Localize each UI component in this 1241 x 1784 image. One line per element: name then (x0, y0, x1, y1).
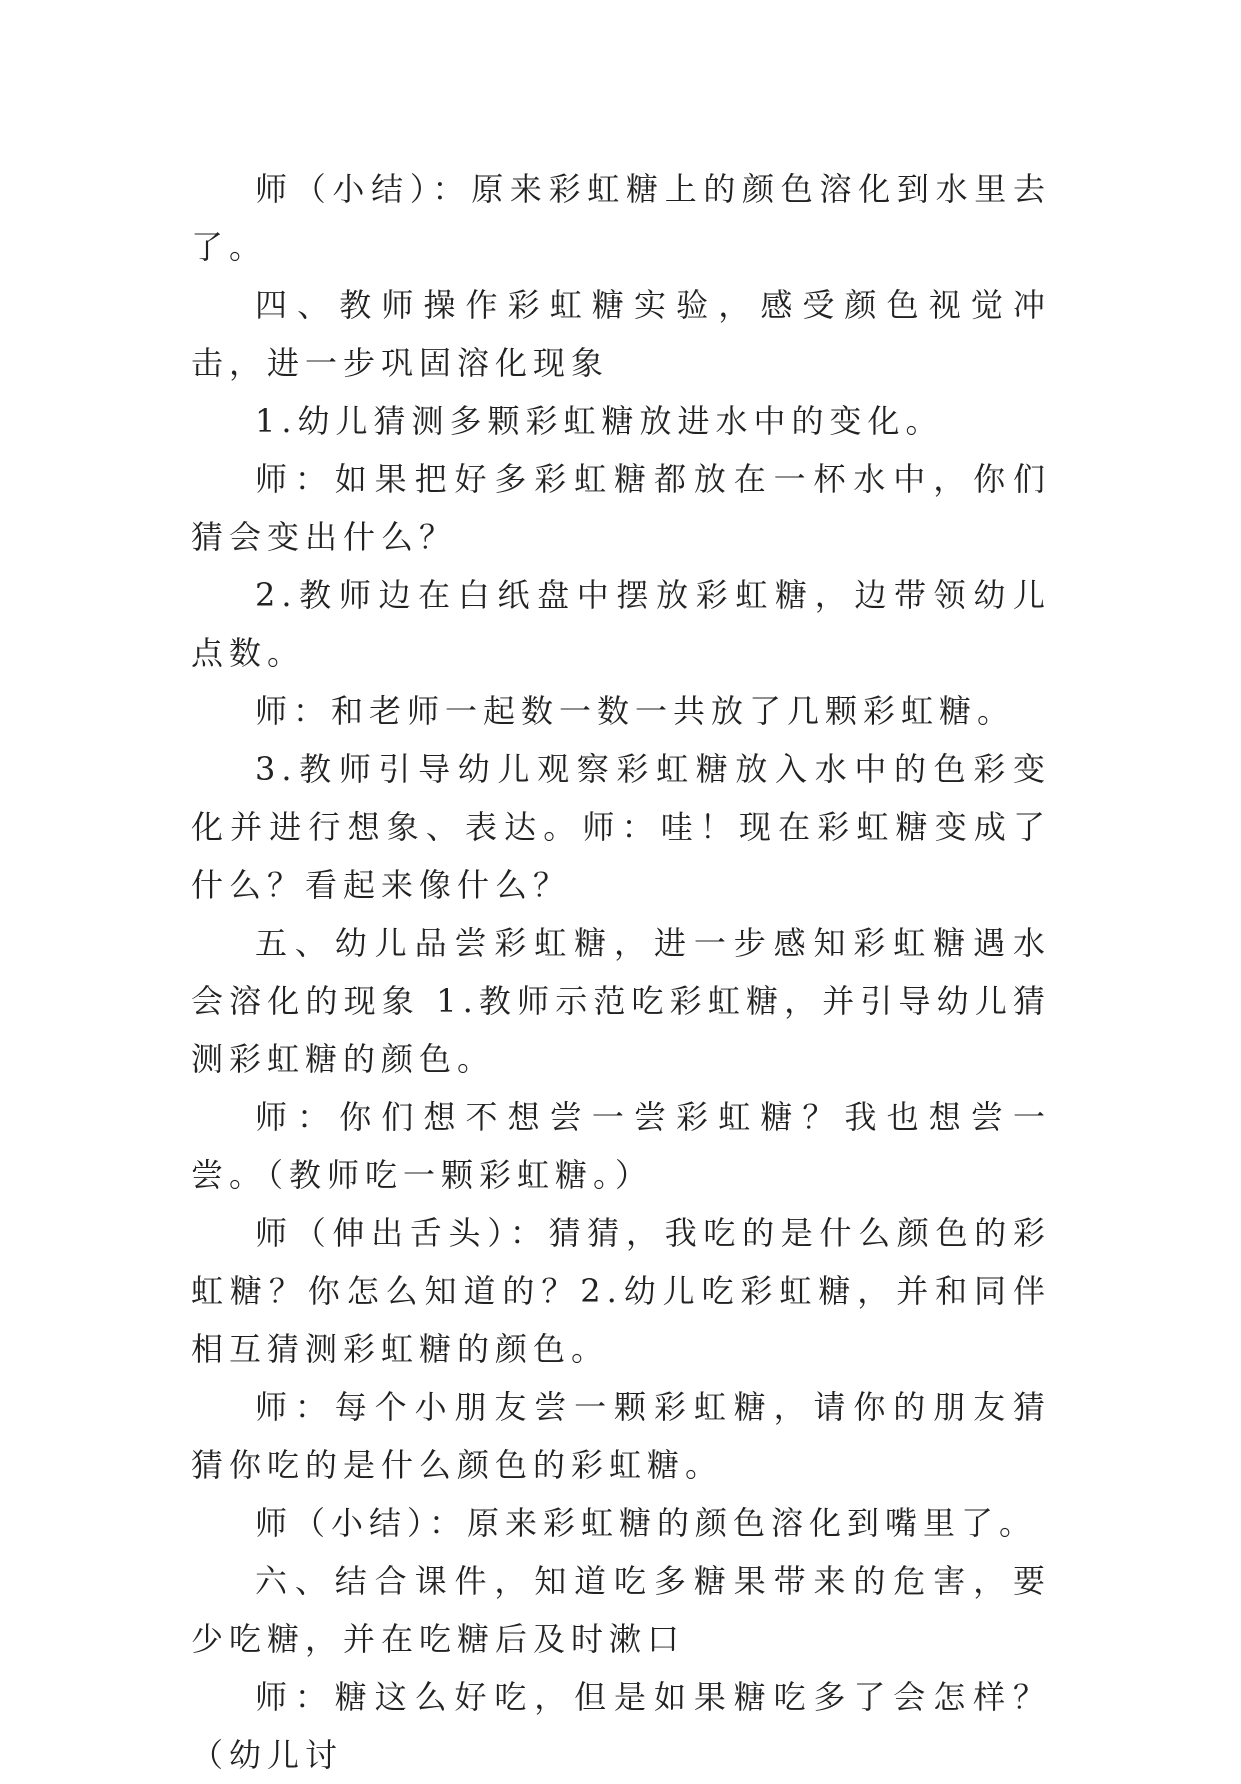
paragraph-9: 师：你们想不想尝一尝彩虹糖？我也想尝一尝。（教师吃一颗彩虹糖。） (191, 1098, 1051, 1194)
paragraph-11: 师：每个小朋友尝一颗彩虹糖，请你的朋友猜猜你吃的是什么颜色的彩虹糖。 (191, 1388, 1051, 1484)
paragraph-5: 2.教师边在白纸盘中摆放彩虹糖，边带领幼儿点数。 (191, 576, 1051, 672)
document-body (191, 160, 1051, 1784)
paragraph-10: 师（伸出舌头）：猜猜，我吃的是什么颜色的彩虹糖？你怎么知道的？2.幼儿吃彩虹糖，并和同伴相互猜测彩虹糖的颜色。 (191, 1214, 1051, 1368)
paragraph-12: 师（小结）：原来彩虹糖的颜色溶化到嘴里了。 (255, 1504, 1038, 1542)
paragraph-8: 五、幼儿品尝彩虹糖，进一步感知彩虹糖遇水会溶化的现象 1.教师示范吃彩虹糖，并引导幼儿猜测彩虹糖的颜色。 (191, 924, 1051, 1078)
paragraph-2: 四、教师操作彩虹糖实验，感受颜色视觉冲击，进一步巩固溶化现象 (191, 286, 1051, 382)
paragraph-13: 六、结合课件，知道吃多糖果带来的危害，要少吃糖，并在吃糖后及时漱口 (191, 1562, 1051, 1658)
paragraph-7: 3.教师引导幼儿观察彩虹糖放入水中的色彩变化并进行想象、表达。师：哇！现在彩虹糖变成了什么？看起来像什么？ (191, 750, 1051, 904)
paragraph-3: 1.幼儿猜测多颗彩虹糖放进水中的变化。 (255, 402, 944, 440)
paragraph-6: 师：和老师一起数一数一共放了几颗彩虹糖。 (255, 692, 1016, 730)
paragraph-14: 师：糖这么好吃，但是如果糖吃多了会怎样？（幼儿讨 (191, 1678, 1051, 1774)
paragraph-4: 师：如果把好多彩虹糖都放在一杯水中，你们猜会变出什么？ (191, 460, 1051, 556)
paragraph-1: 师（小结）：原来彩虹糖上的颜色溶化到水里去了。 (191, 170, 1051, 266)
